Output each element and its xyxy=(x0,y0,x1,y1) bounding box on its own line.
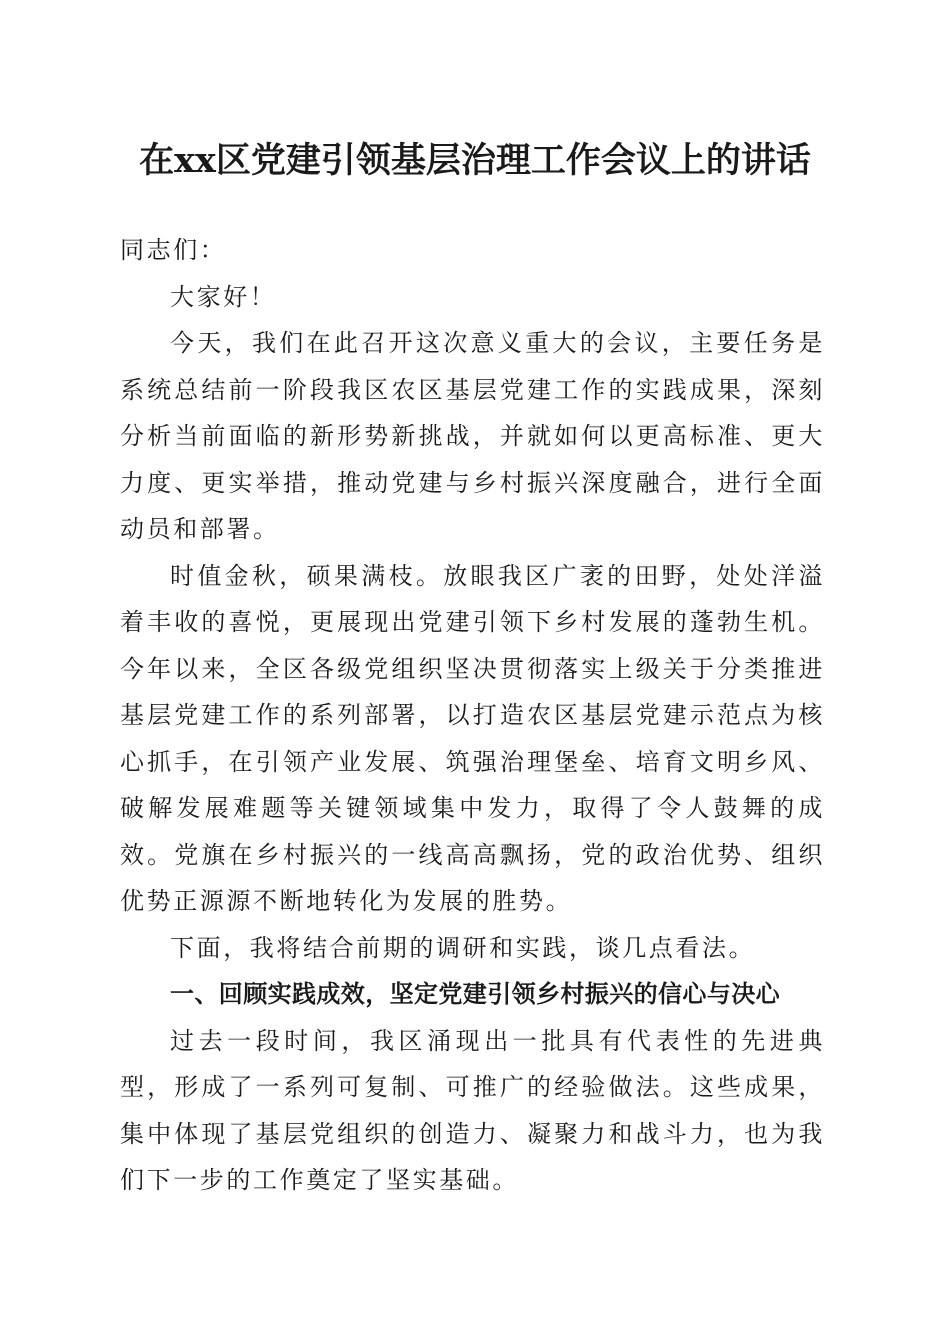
paragraph-transition: 下面，我将结合前期的调研和实践，谈几点看法。 xyxy=(170,933,756,962)
salutation: 同志们： xyxy=(120,236,227,264)
document-body xyxy=(120,227,825,1204)
greeting: 大家好！ xyxy=(170,282,277,311)
section-paragraph: 过去一段时间，我区涌现出一批具有代表性的先进典型，形成了一系列可复制、可推广的经验做法。这些成果，集中体现了基层党组织的创造力、凝聚力和战斗力，也为我们下一步的工作奠定了坚实基础。 xyxy=(120,1026,825,1194)
section-heading: 一、回顾实践成效，坚定党建引领乡村振兴的信心与决心 xyxy=(170,980,780,1008)
paragraph-opening: 今天，我们在此召开这次意义重大的会议，主要任务是系统总结前一阶段我区农区基层党建工作的实践成果，深刻分析当前面临的新形势新挑战，并就如何以更高标准、更大力度、更实举措，推动党建与乡村振兴深度融合，进行全面动员和部署。 xyxy=(120,329,825,543)
paragraph-achievements: 时值金秋，硕果满枝。放眼我区广袤的田野，处处洋溢着丰收的喜悦，更展现出党建引领下乡村发展的蓬勃生机。今年以来，全区各级党组织坚决贯彻落实上级关于分类推进基层党建工作的系列部署，以打造农区基层党建示范点为核心抓手，在引领产业发展、筑强治理堡垒、培育文明乡风、破解发展难题等关键领域集中发力，取得了令人鼓舞的成效。党旗在乡村振兴的一线高高飘扬，党的政治优势、组织优势正源源不断地转化为发展的胜势。 xyxy=(120,561,825,915)
document-title: 在xx区党建引领基层治理工作会议上的讲话 xyxy=(139,140,811,181)
